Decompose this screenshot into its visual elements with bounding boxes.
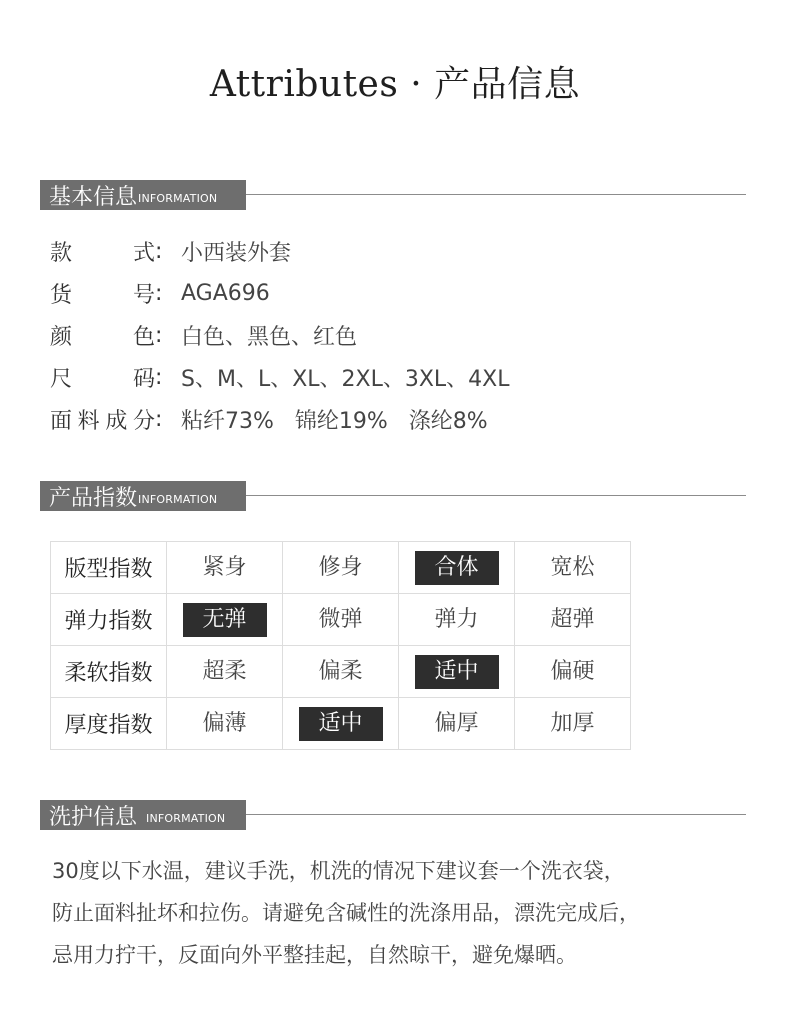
index-row-thickness [51, 698, 631, 750]
index-option: 偏硬 [550, 658, 595, 684]
section-title-en: INFORMATION [138, 493, 218, 506]
index-option: 超柔 [202, 658, 247, 684]
index-option: 偏薄 [202, 710, 247, 736]
index-row-elasticity [51, 594, 631, 646]
section-label [40, 481, 246, 511]
attribute-row-color [50, 314, 510, 356]
index-option: 偏柔 [318, 658, 363, 684]
page-title: Attributes · 产品信息 [209, 64, 581, 105]
index-label: 厚度指数 [51, 698, 167, 750]
section-header-basic-info [40, 180, 746, 210]
section-title-cn: 洗护信息 [49, 804, 138, 830]
attribute-value: S、M、L、XL、2XL、3XL、4XL [181, 366, 510, 392]
index-row-fit [51, 542, 631, 594]
section-divider [246, 495, 746, 496]
index-row-softness [51, 646, 631, 698]
attribute-value: 小西装外套 [181, 240, 292, 266]
attribute-label: 货号 [50, 282, 155, 308]
attribute-colon: : [155, 322, 163, 348]
section-title-en: INFORMATION [146, 812, 226, 825]
attribute-value: 粘纤73% 锦纶19% 涤纶8% [181, 408, 488, 434]
index-option: 微弹 [318, 606, 363, 632]
index-option: 弹力 [434, 606, 479, 632]
care-text-line: 防止面料扯坏和拉伤。请避免含碱性的洗涤用品，漂洗完成后， [52, 901, 640, 925]
index-option-selected: 适中 [415, 655, 499, 689]
section-title-cn: 基本信息 [49, 184, 138, 210]
attribute-row-sku [50, 272, 510, 314]
index-option: 超弹 [550, 606, 595, 632]
attribute-value: 白色、黑色、红色 [181, 324, 358, 350]
index-option-selected: 适中 [299, 707, 383, 741]
care-text-line: 30度以下水温，建议手洗，机洗的情况下建议套一个洗衣袋， [52, 859, 625, 883]
index-option-selected: 无弹 [183, 603, 267, 637]
index-label: 柔软指数 [51, 646, 167, 698]
product-index-table [50, 541, 631, 750]
attribute-label: 尺码 [50, 366, 155, 392]
attribute-colon: : [155, 406, 163, 432]
attribute-colon: : [155, 280, 163, 306]
section-title-en: INFORMATION [138, 192, 218, 205]
care-instructions [52, 850, 640, 976]
index-label: 弹力指数 [51, 594, 167, 646]
attribute-row-style [50, 230, 510, 272]
index-option: 修身 [318, 554, 363, 580]
attribute-label: 颜色 [50, 324, 155, 350]
section-header-care-info [40, 800, 746, 830]
section-divider [246, 194, 746, 195]
attribute-label: 面料成分 [50, 408, 155, 434]
index-option: 宽松 [550, 554, 595, 580]
attribute-value: AGA696 [181, 280, 270, 306]
index-option-selected: 合体 [415, 551, 499, 585]
care-text-line: 忌用力拧干，反面向外平整挂起，自然晾干，避免爆晒。 [52, 943, 577, 967]
index-option: 加厚 [550, 710, 595, 736]
index-option: 偏厚 [434, 710, 479, 736]
index-label: 版型指数 [51, 542, 167, 594]
section-header-product-index [40, 481, 746, 511]
section-divider [246, 814, 746, 815]
index-option: 紧身 [202, 554, 247, 580]
attribute-row-fabric [50, 398, 510, 440]
attribute-label: 款式 [50, 240, 155, 266]
section-label [40, 800, 246, 830]
attribute-colon: : [155, 238, 163, 264]
section-title-cn: 产品指数 [49, 485, 138, 511]
attribute-row-size [50, 356, 510, 398]
attribute-list [50, 230, 510, 440]
section-label [40, 180, 246, 210]
attribute-colon: : [155, 364, 163, 390]
